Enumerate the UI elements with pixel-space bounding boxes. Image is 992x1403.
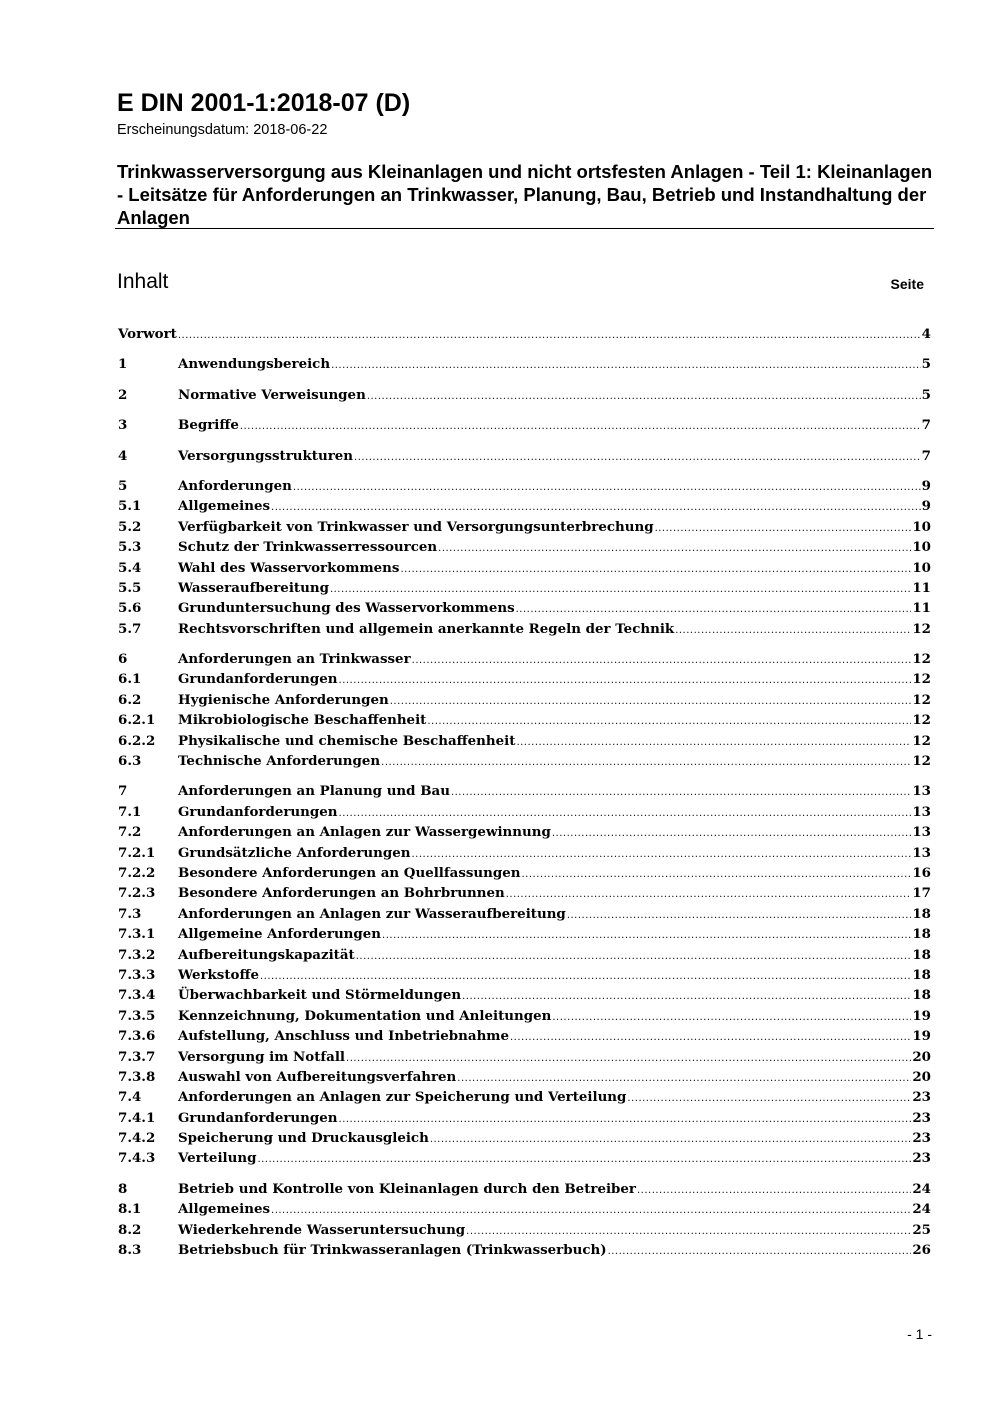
toc-entry-page: 20 [912, 1068, 931, 1085]
toc-entry[interactable] [118, 578, 931, 598]
toc-entry-number: 7.3 [118, 905, 142, 922]
toc-dot-leader [438, 539, 911, 559]
toc-entry-title: Normative Verweisungen [178, 386, 366, 403]
toc-entry-number: 7.3.2 [118, 946, 156, 963]
toc-entry-number: 7.2.1 [118, 844, 156, 861]
toc-entry-number: 5.1 [118, 498, 142, 515]
toc-dot-leader [346, 1049, 911, 1069]
toc-entry-page: 5 [921, 386, 931, 403]
toc-entry[interactable] [118, 385, 931, 405]
toc-entry[interactable] [118, 751, 931, 771]
toc-entry-number: 5.6 [118, 600, 142, 617]
toc-entry-title: Verfügbarkeit von Trinkwasser und Versorgungsunterbrechung [178, 518, 654, 535]
toc-entry-title: Auswahl von Aufbereitungsverfahren [178, 1068, 457, 1085]
toc-entry-page: 26 [912, 1242, 931, 1259]
toc-dot-leader [522, 865, 912, 885]
toc-entry[interactable] [118, 354, 931, 374]
toc-entry-title: Grundanforderungen [178, 671, 338, 688]
toc-entry-page: 13 [912, 844, 931, 861]
toc-entry[interactable] [118, 1148, 931, 1168]
toc-entry[interactable] [118, 446, 931, 466]
toc-entry-page: 13 [912, 803, 931, 820]
toc-entry-number: 7.4.1 [118, 1109, 156, 1126]
page-number: - 1 - [907, 1326, 932, 1342]
toc-dot-leader [627, 1089, 911, 1109]
toc-dot-leader [457, 1069, 911, 1089]
toc-dot-leader [567, 906, 912, 926]
toc-entry-number: 5.5 [118, 579, 142, 596]
toc-entry-title: Anforderungen an Anlagen zur Wasseraufbereitung [178, 905, 566, 922]
toc-entry-page: 16 [912, 864, 931, 881]
toc-entry-page: 10 [912, 559, 931, 576]
toc-entry-title: Besondere Anforderungen an Quellfassungen [178, 864, 521, 881]
toc-entry-page: 11 [912, 579, 931, 596]
toc-entry-number: 7.3.3 [118, 966, 156, 983]
toc-entry-number: 7.2 [118, 824, 142, 841]
toc-dot-leader [516, 733, 911, 753]
toc-entry-number: 6 [118, 651, 128, 668]
toc-entry-page: 13 [912, 824, 931, 841]
toc-dot-leader [257, 1150, 911, 1170]
toc-entry-number: 7.2.2 [118, 864, 156, 881]
toc-dot-leader [411, 845, 911, 865]
toc-entry-title: Betrieb und Kontrolle von Kleinanlagen durch den Betreiber [178, 1180, 636, 1197]
toc-dot-leader [390, 692, 912, 712]
toc-entry-number: 3 [118, 417, 128, 434]
toc-entry-page: 24 [912, 1180, 931, 1197]
toc-dot-leader [427, 712, 911, 732]
toc-entry-page: 12 [912, 712, 931, 729]
toc-dot-leader [462, 987, 911, 1007]
toc-entry-number: 7.3.7 [118, 1048, 156, 1065]
toc-entry-page: 12 [912, 620, 931, 637]
toc-entry-page: 7 [921, 417, 931, 434]
toc-dot-leader [552, 1008, 911, 1028]
toc-entry-title: Speicherung und Druckausgleich [178, 1130, 429, 1147]
toc-entry[interactable] [118, 965, 931, 985]
toc-entry-title: Hygienische Anforderungen [178, 691, 389, 708]
toc-entry-page: 10 [912, 518, 931, 535]
toc-entry-number: 5.7 [118, 620, 142, 637]
toc-entry-page: 18 [912, 966, 931, 983]
toc-entry-page: 23 [912, 1130, 931, 1147]
toc-entry-title: Aufstellung, Anschluss und Inbetriebnahme [178, 1028, 509, 1045]
toc-entry-title: Anwendungsbereich [178, 356, 331, 373]
toc-entry[interactable] [118, 1240, 931, 1260]
toc-dot-leader [356, 947, 912, 967]
toc-entry-number: 5.3 [118, 539, 142, 556]
toc-entry-page: 23 [912, 1089, 931, 1106]
toc-entry-title: Wasseraufbereitung [178, 579, 329, 596]
toc-entry-page: 23 [912, 1109, 931, 1126]
toc-entry-number: 8 [118, 1180, 128, 1197]
toc-entry-page: 13 [912, 783, 931, 800]
toc-entry[interactable] [118, 843, 931, 863]
title-divider [115, 228, 934, 229]
toc-entry-title: Aufbereitungskapazität [178, 946, 355, 963]
toc-entry[interactable] [118, 1179, 931, 1199]
table-of-contents [118, 324, 931, 1260]
toc-entry-page: 12 [912, 732, 931, 749]
toc-entry[interactable] [118, 558, 931, 578]
toc-entry[interactable] [118, 669, 931, 689]
toc-entry-number: 7.3.6 [118, 1028, 156, 1045]
toc-entry-title: Anforderungen an Trinkwasser [178, 651, 411, 668]
toc-entry[interactable] [118, 690, 931, 710]
toc-entry[interactable] [118, 496, 931, 516]
toc-entry-number: 7.1 [118, 803, 142, 820]
toc-entry-number: 4 [118, 447, 128, 464]
toc-entry-title: Begriffe [178, 417, 239, 434]
toc-entry-page: 12 [912, 753, 931, 770]
toc-dot-leader [412, 651, 912, 671]
toc-entry-page: 11 [912, 600, 931, 617]
toc-dot-leader [552, 824, 911, 844]
toc-entry-number: 5 [118, 477, 128, 494]
toc-entry[interactable] [118, 985, 931, 1005]
toc-entry-title: Allgemeines [178, 498, 271, 515]
toc-entry-number: 7.4 [118, 1089, 142, 1106]
toc-entry-page: 10 [912, 539, 931, 556]
toc-entry-title: Mikrobiologische Beschaffenheit [178, 712, 427, 729]
toc-entry-title: Werkstoffe [178, 966, 259, 983]
toc-dot-leader [339, 804, 912, 824]
toc-entry[interactable] [118, 517, 931, 537]
document-title: Trinkwasserversorgung aus Kleinanlagen und nicht ortsfesten Anlagen - Teil 1: Kleinanlagen - Leitsätze für Anforderungen an Trinkwasser, Planung, Bau, Betrieb und Instandhaltung der Anlagen [117, 161, 933, 228]
toc-entry[interactable] [118, 904, 931, 924]
toc-entry-page: 9 [921, 498, 931, 515]
toc-entry-title: Wiederkehrende Wasseruntersuchung [178, 1221, 466, 1238]
toc-entry-number: 7.3.4 [118, 987, 156, 1004]
toc-entry[interactable] [118, 619, 931, 639]
toc-entry-number: 2 [118, 386, 128, 403]
toc-entry-number: 7.4.2 [118, 1130, 156, 1147]
toc-entry-number: 7.2.3 [118, 885, 156, 902]
toc-entry[interactable] [118, 1108, 931, 1128]
toc-entry-title: Versorgung im Notfall [178, 1048, 346, 1065]
toc-entry-title: Grundsätzliche Anforderungen [178, 844, 411, 861]
toc-dot-leader [516, 600, 912, 620]
toc-entry-title: Versorgungsstrukturen [178, 447, 354, 464]
toc-dot-leader [331, 356, 921, 376]
toc-entry[interactable] [118, 1220, 931, 1240]
toc-entry-number: 6.1 [118, 671, 142, 688]
toc-entry-title: Schutz der Trinkwasserressourcen [178, 539, 438, 556]
toc-entry-number: 7.3.8 [118, 1068, 156, 1085]
toc-dot-leader [271, 498, 921, 518]
toc-entry-title: Betriebsbuch für Trinkwasseranlagen (Trinkwasserbuch) [178, 1242, 607, 1259]
toc-entry-page: 18 [912, 905, 931, 922]
toc-entry-number: 5.2 [118, 518, 142, 535]
toc-dot-leader [675, 621, 911, 641]
toc-entry-page: 23 [912, 1150, 931, 1167]
toc-entry[interactable] [118, 415, 931, 435]
toc-entry[interactable] [118, 781, 931, 801]
toc-entry-title: Anforderungen an Planung und Bau [178, 783, 450, 800]
toc-entry-page: 18 [912, 926, 931, 943]
toc-entry-title: Besondere Anforderungen an Bohrbrunnen [178, 885, 505, 902]
toc-entry-title: Allgemeines [178, 1201, 271, 1218]
toc-entry-page: 7 [921, 447, 931, 464]
toc-entry-number: 8.1 [118, 1201, 142, 1218]
toc-entry-title: Rechtsvorschriften und allgemein anerkannte Regeln der Technik [178, 620, 675, 637]
toc-entry-title: Vorwort [118, 326, 177, 342]
toc-dot-leader [382, 926, 911, 946]
toc-entry-number: 6.2.2 [118, 732, 156, 749]
toc-dot-leader [339, 1110, 912, 1130]
toc-entry-title: Verteilung [178, 1150, 257, 1167]
toc-entry-number: 1 [118, 356, 128, 373]
page-column-label: Seite [890, 276, 924, 292]
toc-entry[interactable] [118, 598, 931, 618]
toc-entry-page: 19 [912, 1028, 931, 1045]
toc-entry[interactable] [118, 537, 931, 557]
toc-entry-title: Anforderungen [178, 477, 292, 494]
toc-dot-leader [451, 783, 911, 803]
toc-entry[interactable] [118, 883, 931, 903]
toc-entry-title: Physikalische und chemische Beschaffenheit [178, 732, 516, 749]
toc-entry[interactable] [118, 1128, 931, 1148]
toc-entry-title: Allgemeine Anforderungen [178, 926, 382, 943]
toc-dot-leader [381, 753, 911, 773]
toc-dot-leader [608, 1242, 912, 1262]
toc-entry-page: 12 [912, 671, 931, 688]
toc-entry[interactable] [118, 1067, 931, 1087]
toc-entry[interactable] [118, 1026, 931, 1046]
toc-entry-title: Kennzeichnung, Dokumentation und Anleitungen [178, 1007, 552, 1024]
toc-entry-page: 25 [912, 1221, 931, 1238]
toc-entry-page: 12 [912, 651, 931, 668]
toc-entry-number: 7 [118, 783, 128, 800]
toc-entry-page: 19 [912, 1007, 931, 1024]
toc-dot-leader [655, 519, 912, 539]
toc-entry-number: 8.2 [118, 1221, 142, 1238]
toc-entry-page: 20 [912, 1048, 931, 1065]
toc-heading: Inhalt [117, 270, 169, 293]
toc-entry-number: 5.4 [118, 559, 142, 576]
toc-entry-page: 9 [921, 477, 931, 494]
toc-entry[interactable] [118, 863, 931, 883]
toc-entry[interactable] [118, 1006, 931, 1026]
toc-entry[interactable] [118, 476, 931, 496]
toc-entry-number: 6.2.1 [118, 712, 156, 729]
toc-entry-number: 6.2 [118, 691, 142, 708]
toc-dot-leader [293, 478, 921, 498]
toc-dot-leader [510, 1028, 911, 1048]
toc-entry-page: 18 [912, 987, 931, 1004]
toc-entry-number: 7.4.3 [118, 1150, 156, 1167]
toc-dot-leader [330, 580, 911, 600]
toc-entry-page: 17 [912, 885, 931, 902]
toc-dot-leader [506, 885, 912, 905]
toc-entry-page: 12 [912, 691, 931, 708]
document-id: E DIN 2001-1:2018-07 (D) [117, 89, 411, 117]
toc-entry-page: 18 [912, 946, 931, 963]
toc-entry-title: Wahl des Wasservorkommens [178, 559, 400, 576]
toc-entry[interactable] [118, 1047, 931, 1067]
toc-entry-number: 6.3 [118, 753, 142, 770]
toc-dot-leader [271, 1201, 911, 1221]
toc-entry[interactable] [118, 649, 931, 669]
toc-entry[interactable] [118, 945, 931, 965]
toc-entry[interactable] [118, 802, 931, 822]
toc-entry-page: 24 [912, 1201, 931, 1218]
toc-dot-leader [400, 560, 911, 580]
toc-entry-title: Technische Anforderungen [178, 753, 381, 770]
toc-entry[interactable] [118, 324, 931, 344]
toc-dot-leader [354, 448, 921, 468]
toc-dot-leader [466, 1222, 911, 1242]
publication-date: Erscheinungsdatum: 2018-06-22 [117, 122, 328, 138]
toc-entry-title: Grundanforderungen [178, 1109, 338, 1126]
toc-dot-leader [240, 417, 921, 437]
toc-dot-leader [430, 1130, 912, 1150]
toc-entry-title: Anforderungen an Anlagen zur Wassergewinnung [178, 824, 551, 841]
toc-dot-leader [367, 387, 921, 407]
toc-entry[interactable] [118, 1199, 931, 1219]
toc-entry-title: Überwachbarkeit und Störmeldungen [178, 987, 462, 1004]
toc-entry-number: 7.3.5 [118, 1007, 156, 1024]
toc-entry-number: 7.3.1 [118, 926, 156, 943]
toc-entry[interactable] [118, 924, 931, 944]
toc-dot-leader [260, 967, 911, 987]
toc-entry-page: 5 [921, 356, 931, 373]
toc-dot-leader [178, 326, 921, 346]
toc-dot-leader [339, 671, 912, 691]
toc-entry-number: 8.3 [118, 1242, 142, 1259]
toc-entry[interactable] [118, 710, 931, 730]
toc-entry-title: Anforderungen an Anlagen zur Speicherung und Verteilung [178, 1089, 627, 1106]
toc-entry[interactable] [118, 731, 931, 751]
toc-dot-leader [637, 1181, 911, 1201]
toc-entry[interactable] [118, 822, 931, 842]
toc-entry-page: 4 [921, 326, 931, 342]
toc-entry-title: Grundanforderungen [178, 803, 338, 820]
toc-entry-title: Grunduntersuchung des Wasservorkommens [178, 600, 515, 617]
toc-entry[interactable] [118, 1087, 931, 1107]
